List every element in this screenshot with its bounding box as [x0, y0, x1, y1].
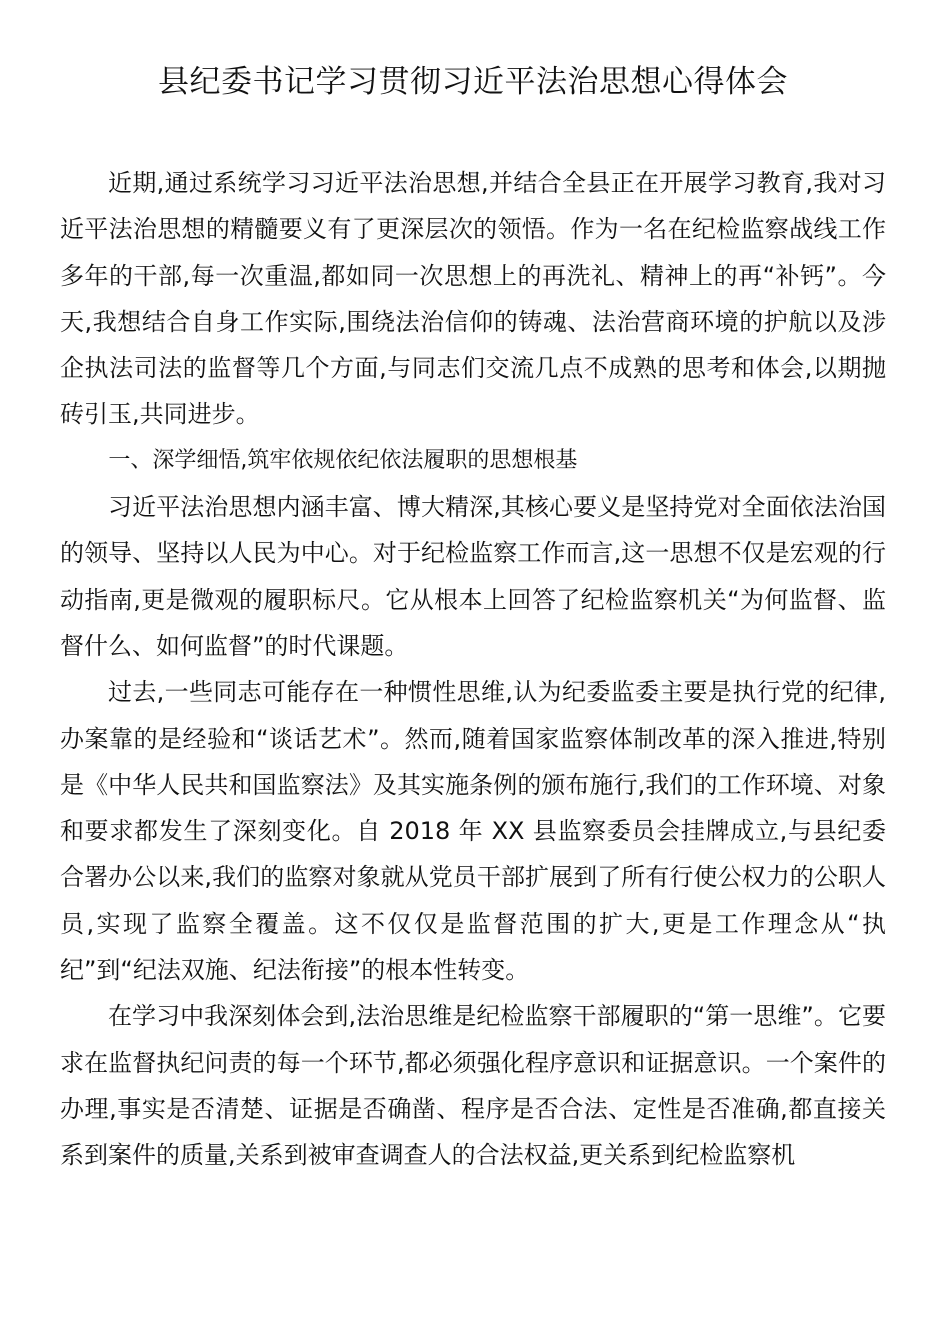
document-body	[60, 160, 886, 1179]
document-title: 县纪委书记学习贯彻习近平法治思想心得体会	[158, 64, 788, 100]
paragraph-core-meaning: 习近平法治思想内涵丰富、博大精深,其核心要义是坚持党对全面依法治国的领导、坚持以人民为中心。对于纪检监察工作而言,这一思想不仅是宏观的行动指南,更是微观的履职标尺。它从根本上回答了纪检监察机关“为何监督、监督什么、如何监督”的时代课题。	[60, 493, 886, 660]
paragraph-legal-thinking: 在学习中我深刻体会到,法治思维是纪检监察干部履职的“第一思维”。它要求在监督执纪问责的每一个环节,都必须强化程序意识和证据意识。一个案件的办理,事实是否清楚、证据是否确凿、程序是否合法、定性是否准确,都直接关系到案件的质量,关系到被审查调查人的合法权益,更关系到纪检监察机	[60, 1002, 886, 1170]
section-heading-1: 一、深学细悟,筑牢依规依纪依法履职的思想根基	[108, 447, 578, 473]
paragraph-intro: 近期,通过系统学习习近平法治思想,并结合全县正在开展学习教育,我对习近平法治思想的精髓要义有了更深层次的领悟。作为一名在纪检监察战线工作多年的干部,每一次重温,都如同一次思想上的再洗礼、精神上的再“补钙”。今天,我想结合自身工作实际,围绕法治信仰的铸魂、法治营商环境的护航以及涉企执法司法的监督等几个方面,与同志们交流几点不成熟的思考和体会,以期抛砖引玉,共同进步。	[60, 169, 886, 429]
paragraph-past-thinking: 过去,一些同志可能存在一种惯性思维,认为纪委监委主要是执行党的纪律,办案靠的是经验和“谈话艺术”。然而,随着国家监察体制改革的深入推进,特别是《中华人民共和国监察法》及其实施条例的颁布施行,我们的工作环境、对象和要求都发生了深刻变化。自 2018 年 XX 县监察委员会挂牌成立,与县纪委合署办公以来,我们的监察对象就从党员干部扩展到了所有行使公权力的公职人员,实现了监察全覆盖。这不仅仅是监督范围的扩大,更是工作理念从“执纪”到“纪法双施、纪法衔接”的根本性转变。	[60, 678, 886, 985]
